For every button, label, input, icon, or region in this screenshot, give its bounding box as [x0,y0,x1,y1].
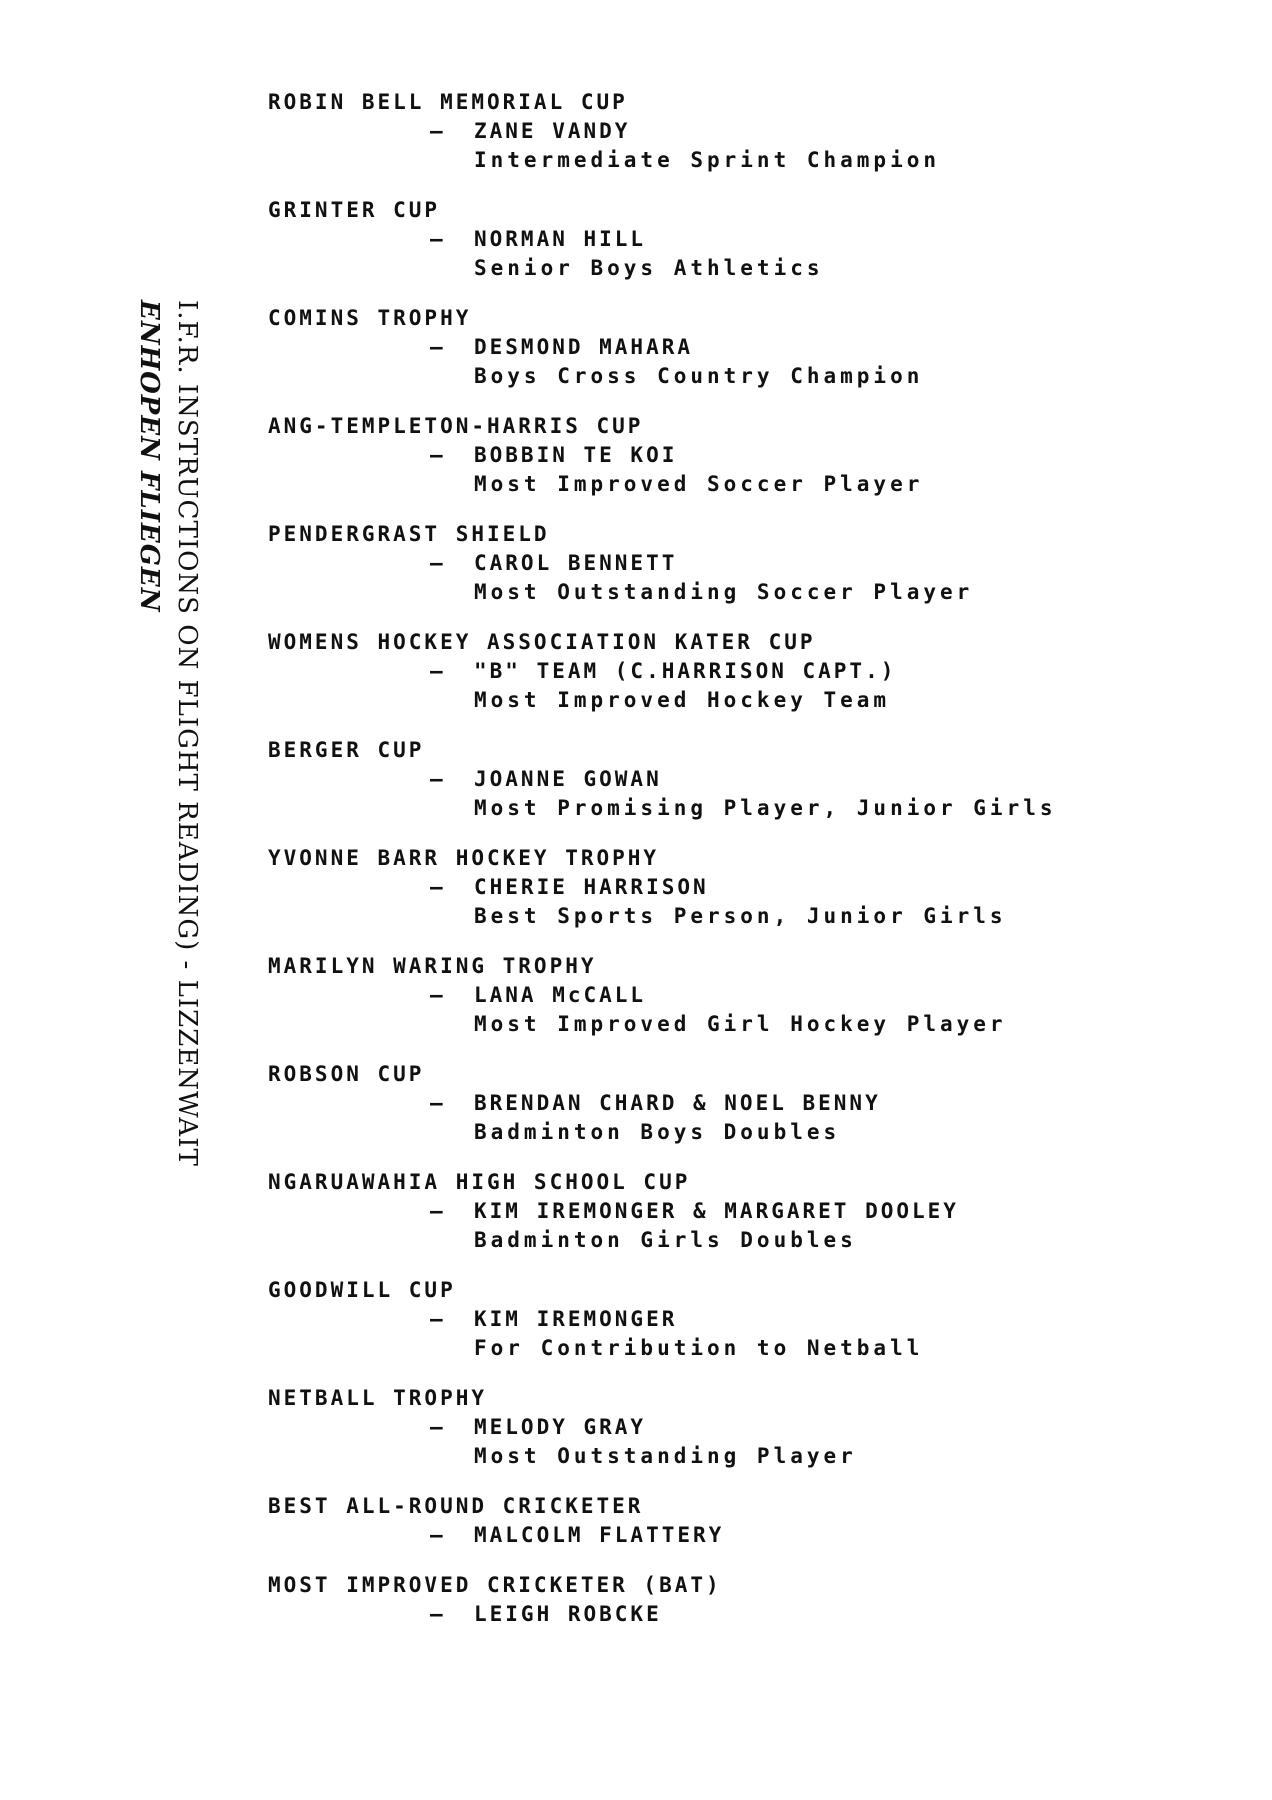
award-description: Boys Cross Country Champion [474,364,924,388]
award-entry [268,88,1258,175]
award-description: For Contribution to Netball [474,1336,924,1360]
award-entry [268,628,1258,715]
dash-separator: – [430,1091,446,1115]
award-entry [268,520,1258,607]
winner-name: ZANE VANDY [474,119,631,143]
winner-line [268,1521,1258,1550]
winner-line [268,549,1258,578]
dash-separator: – [430,443,446,467]
winner-name: KIM IREMONGER & MARGARET DOOLEY [474,1199,959,1223]
trophy-name: WOMENS HOCKEY ASSOCIATION KATER CUP [268,630,816,654]
dash-separator: – [430,983,446,1007]
winner-line [268,1089,1258,1118]
side-heading [130,300,206,1167]
winner-name: LANA McCALL [474,983,647,1007]
dash-separator: – [430,1199,446,1223]
dash-separator: – [430,119,446,143]
award-description: Senior Boys Athletics [474,256,824,280]
award-entry [268,1276,1258,1363]
dash-separator: – [430,1602,446,1626]
trophy-name: BERGER CUP [268,738,425,762]
trophy-name: PENDERGRAST SHIELD [268,522,550,546]
award-entry [268,1384,1258,1471]
award-description: Intermediate Sprint Champion [474,148,941,172]
trophy-name: MOST IMPROVED CRICKETER (BAT) [268,1573,722,1597]
winner-name: "B" TEAM (C.HARRISON CAPT.) [474,659,897,683]
winner-line [268,225,1258,254]
award-description: Best Sports Person, Junior Girls [474,904,1007,928]
dash-separator: – [430,1523,446,1547]
winner-name: CHERIE HARRISON [474,875,709,899]
award-description: Badminton Boys Doubles [474,1120,841,1144]
award-description: Most Promising Player, Junior Girls [474,796,1057,820]
winner-name: NORMAN HILL [474,227,647,251]
winner-line [268,333,1258,362]
trophy-name: GOODWILL CUP [268,1278,456,1302]
winner-name: MELODY GRAY [474,1415,647,1439]
trophy-name: ROBSON CUP [268,1062,425,1086]
trophy-name: COMINS TROPHY [268,306,472,330]
trophy-name: ROBIN BELL MEMORIAL CUP [268,90,628,114]
award-entry [268,412,1258,499]
award-entry [268,844,1258,931]
award-description: Most Outstanding Soccer Player [474,580,974,604]
award-entry [268,1492,1258,1550]
winner-line [268,441,1258,470]
award-list [268,88,1258,1650]
winner-line [268,1305,1258,1334]
award-description: Most Improved Girl Hockey Player [474,1012,1007,1036]
dash-separator: – [430,1415,446,1439]
dash-separator: – [430,659,446,683]
winner-line [268,1197,1258,1226]
trophy-name: BEST ALL-ROUND CRICKETER [268,1494,644,1518]
winner-name: BRENDAN CHARD & NOEL BENNY [474,1091,881,1115]
winner-line [268,117,1258,146]
dash-separator: – [430,227,446,251]
dash-separator: – [430,875,446,899]
winner-line [268,981,1258,1010]
award-description: Most Improved Hockey Team [474,688,891,712]
side-heading-line-1: I.F.R. INSTRUCTIONS ON FLIGHT READING) - LIZZENWAIT [172,300,202,1167]
award-description: Most Outstanding Player [474,1444,857,1468]
trophy-name: ANG-TEMPLETON-HARRIS CUP [268,414,644,438]
dash-separator: – [430,335,446,359]
trophy-name: NETBALL TROPHY [268,1386,488,1410]
winner-name: DESMOND MAHARA [474,335,694,359]
winner-line [268,873,1258,902]
winner-name: BOBBIN TE KOI [474,443,678,467]
winner-name: CAROL BENNETT [474,551,678,575]
dash-separator: – [430,767,446,791]
winner-line [268,765,1258,794]
trophy-name: YVONNE BARR HOCKEY TROPHY [268,846,660,870]
award-entry [268,1168,1258,1255]
dash-separator: – [430,551,446,575]
award-description: Most Improved Soccer Player [474,472,924,496]
trophy-name: MARILYN WARING TROPHY [268,954,597,978]
trophy-name: GRINTER CUP [268,198,441,222]
side-heading-line-2: ENHOPEN FLIEGEN [134,300,164,613]
winner-name: MALCOLM FLATTERY [474,1523,725,1547]
award-entry [268,736,1258,823]
award-entry [268,1060,1258,1147]
winner-name: LEIGH ROBCKE [474,1602,662,1626]
winner-name: KIM IREMONGER [474,1307,678,1331]
winner-line [268,1600,1258,1629]
award-entry [268,1571,1258,1629]
award-entry [268,952,1258,1039]
award-entry [268,196,1258,283]
trophy-name: NGARUAWAHIA HIGH SCHOOL CUP [268,1170,691,1194]
winner-name: JOANNE GOWAN [474,767,662,791]
award-entry [268,304,1258,391]
dash-separator: – [430,1307,446,1331]
winner-line [268,1413,1258,1442]
award-description: Badminton Girls Doubles [474,1228,857,1252]
winner-line [268,657,1258,686]
